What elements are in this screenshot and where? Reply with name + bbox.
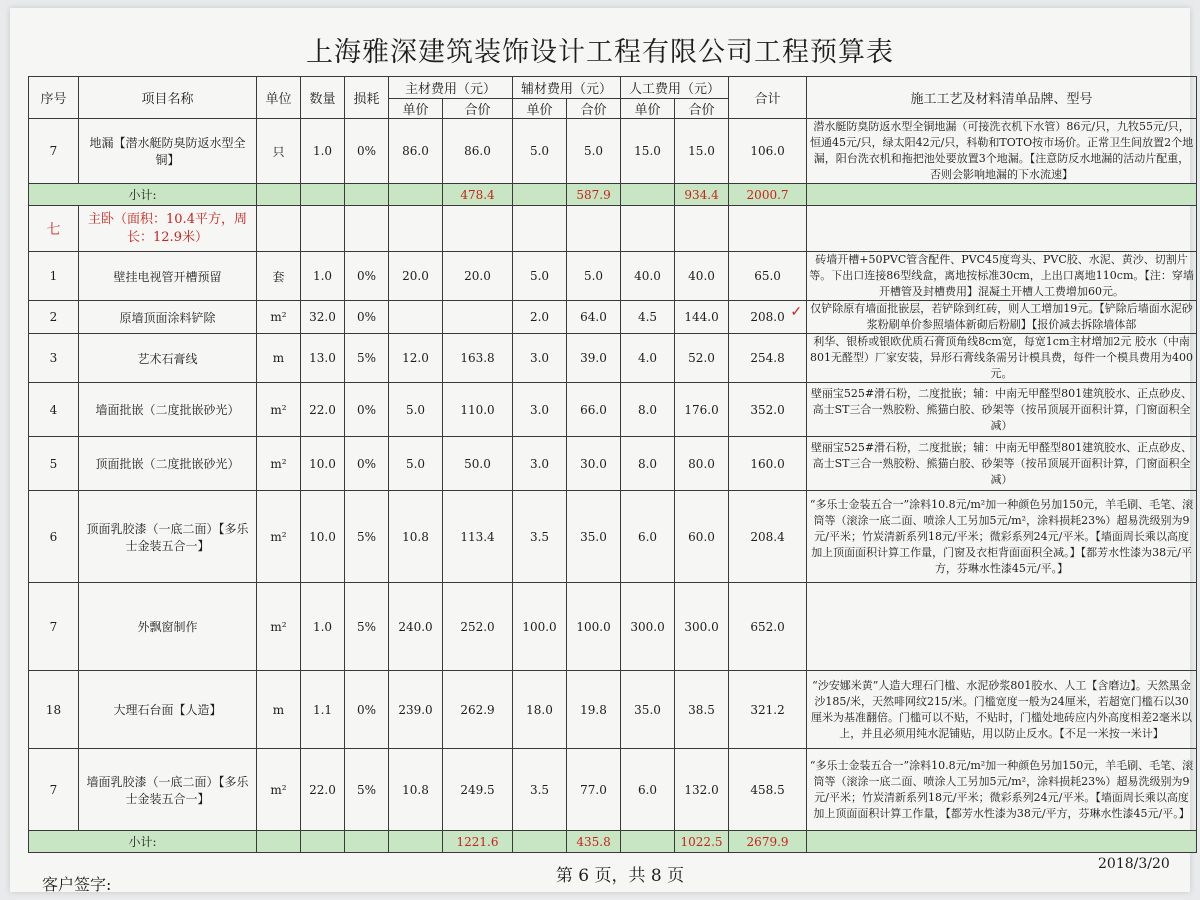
cell-main-price: 5.0 bbox=[389, 383, 443, 437]
subtotal-total: 2679.9 bbox=[729, 831, 807, 853]
cell-loss: 5% bbox=[345, 583, 389, 671]
cell-main-sum: 113.4 bbox=[443, 491, 513, 583]
cell-no: 3 bbox=[29, 334, 79, 383]
header-labor-sum: 合价 bbox=[675, 99, 729, 119]
cell-main-price: 20.0 bbox=[389, 252, 443, 301]
cell-main-price: 10.8 bbox=[389, 749, 443, 831]
checkmark-icon: ✓ bbox=[790, 304, 803, 320]
cell-name: 壁挂电视管开槽预留 bbox=[79, 252, 257, 301]
header-no: 序号 bbox=[29, 77, 79, 119]
table-row bbox=[29, 252, 1197, 301]
cell-name: 顶面乳胶漆（一底二面）【多乐士金装五合一】 bbox=[79, 491, 257, 583]
cell-total: 65.0 bbox=[729, 252, 807, 301]
section-number: 七 bbox=[29, 206, 79, 252]
table-row bbox=[29, 437, 1197, 491]
cell-unit: 只 bbox=[257, 119, 301, 184]
cell-notes: 潜水艇防臭防返水型全铜地漏（可接洗衣机下水管）86元/只，九牧55元/只，恒通45元/只，绿太阳42元/只，科勒和TOTO按市场价。正常卫生间放置2个地漏，阳台洗衣机和拖把池处要放置3个地漏。【注意防反水地漏的活动片配重，否则会影响地漏的下水流速】 bbox=[807, 119, 1197, 184]
subtotal-row bbox=[29, 831, 1197, 853]
document-date: 2018/3/20 bbox=[1098, 856, 1170, 872]
cell-main-sum: 86.0 bbox=[443, 119, 513, 184]
cell-loss: 0% bbox=[345, 119, 389, 184]
cell-main-sum: 50.0 bbox=[443, 437, 513, 491]
cell-qty: 13.0 bbox=[301, 334, 345, 383]
cell-aux-price: 2.0 bbox=[513, 301, 567, 334]
cell-qty: 1.0 bbox=[301, 119, 345, 184]
section-row bbox=[29, 206, 1197, 252]
subtotal-aux: 435.8 bbox=[567, 831, 621, 853]
cell-main-price bbox=[389, 301, 443, 334]
cell-unit: m bbox=[257, 671, 301, 749]
cell-labor-sum: 60.0 bbox=[675, 491, 729, 583]
cell-aux-sum: 66.0 bbox=[567, 383, 621, 437]
cell-aux-price: 3.0 bbox=[513, 334, 567, 383]
cell-notes: “沙安娜米黄”人造大理石门槛、水泥砂浆801胶水、人工【含磨边】。天然黑金沙185/米，天然啡网纹215/米。门槛宽度一般为24厘米，若超宽门槛石以30厘米为基准翻倍。门槛可以不贴，不贴时，门槛处地砖应内外高度相差2毫米以上，并且必须用纯水泥铺贴，用以防止反水。【不足一米按一米计】 bbox=[807, 671, 1197, 749]
cell-labor-sum: 300.0 bbox=[675, 583, 729, 671]
cell-aux-price: 5.0 bbox=[513, 252, 567, 301]
header-loss: 损耗 bbox=[345, 77, 389, 119]
cell-main-price: 5.0 bbox=[389, 437, 443, 491]
cell-total: 208.4 bbox=[729, 491, 807, 583]
header-main-unit-price: 单价 bbox=[389, 99, 443, 119]
cell-notes: “多乐士金装五合一”涂料10.8元/m²加一种颜色另加150元，羊毛刷、毛笔、滚筒等（滚涂一底二面、喷涂人工另加5元/m²，涂料损耗23%）超易洗级别为9元/平米；竹炭清新系列18元/平米；微彩系列24元/平米。【墙面周长乘以高度加上顶面面积计算工作量，【都芳水性漆为38元/平方，芬琳水性漆45元/平。】 bbox=[807, 749, 1197, 831]
cell-loss: 0% bbox=[345, 301, 389, 334]
subtotal-main: 478.4 bbox=[443, 184, 513, 206]
section-title: 主卧（面积：10.4平方，周长：12.9米） bbox=[79, 206, 257, 252]
cell-total-value: 208.0 bbox=[750, 310, 785, 324]
cell-aux-sum: 100.0 bbox=[567, 583, 621, 671]
cell-loss: 5% bbox=[345, 334, 389, 383]
cell-name: 原墙顶面涂料铲除 bbox=[79, 301, 257, 334]
cell-labor-price: 6.0 bbox=[621, 491, 675, 583]
cell-loss: 5% bbox=[345, 749, 389, 831]
cell-labor-sum: 132.0 bbox=[675, 749, 729, 831]
header-total: 合计 bbox=[729, 77, 807, 119]
cell-no: 7 bbox=[29, 583, 79, 671]
budget-table bbox=[28, 76, 1197, 853]
cell-name: 墙面批嵌（二度批嵌砂光） bbox=[79, 383, 257, 437]
cell-no: 18 bbox=[29, 671, 79, 749]
header-notes: 施工工艺及材料清单品牌、型号 bbox=[807, 77, 1197, 119]
cell-total: 254.8 bbox=[729, 334, 807, 383]
cell-labor-price: 15.0 bbox=[621, 119, 675, 184]
cell-no: 6 bbox=[29, 491, 79, 583]
table-row bbox=[29, 583, 1197, 671]
cell-labor-price: 4.0 bbox=[621, 334, 675, 383]
cell-main-price: 240.0 bbox=[389, 583, 443, 671]
table-row bbox=[29, 749, 1197, 831]
header-aux: 辅材费用（元） bbox=[513, 77, 621, 99]
table-row bbox=[29, 383, 1197, 437]
cell-labor-sum: 15.0 bbox=[675, 119, 729, 184]
cell-main-price: 12.0 bbox=[389, 334, 443, 383]
document-title: 上海雅深建筑装饰设计工程有限公司工程预算表 bbox=[306, 37, 894, 68]
cell-labor-sum: 80.0 bbox=[675, 437, 729, 491]
cell-labor-price: 40.0 bbox=[621, 252, 675, 301]
header-row-1 bbox=[29, 77, 1197, 99]
table-row bbox=[29, 334, 1197, 383]
cell-labor-price: 8.0 bbox=[621, 383, 675, 437]
cell-aux-price: 3.5 bbox=[513, 491, 567, 583]
cell-main-price: 239.0 bbox=[389, 671, 443, 749]
subtotal-label: 小计: bbox=[29, 184, 257, 206]
cell-unit: m² bbox=[257, 491, 301, 583]
page-indicator: 第 6 页，共 8 页 bbox=[555, 866, 685, 886]
cell-qty: 10.0 bbox=[301, 437, 345, 491]
subtotal-labor: 934.4 bbox=[675, 184, 729, 206]
cell-unit: m² bbox=[257, 301, 301, 334]
cell-unit: m bbox=[257, 334, 301, 383]
cell-aux-sum: 35.0 bbox=[567, 491, 621, 583]
cell-total: 106.0 bbox=[729, 119, 807, 184]
cell-unit: m² bbox=[257, 437, 301, 491]
subtotal-label: 小计: bbox=[29, 831, 257, 853]
cell-aux-price: 5.0 bbox=[513, 119, 567, 184]
table-row bbox=[29, 301, 1197, 334]
cell-unit: 套 bbox=[257, 252, 301, 301]
cell-name: 地漏【潜水艇防臭防返水型全铜】 bbox=[79, 119, 257, 184]
cell-unit: m² bbox=[257, 583, 301, 671]
cell-loss: 0% bbox=[345, 437, 389, 491]
subtotal-total: 2000.7 bbox=[729, 184, 807, 206]
subtotal-row bbox=[29, 184, 1197, 206]
cell-labor-sum: 38.5 bbox=[675, 671, 729, 749]
table-row bbox=[29, 491, 1197, 583]
cell-main-sum: 262.9 bbox=[443, 671, 513, 749]
cell-aux-sum: 30.0 bbox=[567, 437, 621, 491]
customer-signature-label: 客户签字: bbox=[42, 875, 112, 894]
header-labor: 人工费用（元） bbox=[621, 77, 729, 99]
header-qty: 数量 bbox=[301, 77, 345, 119]
cell-notes: 壁丽宝525#滑石粉，二度批嵌；辅：中南无甲醛型801建筑胶水、正点砂皮、高士ST三合一熟胶粉、熊猫白胶、砂架等（按吊顶展开面积计算，门窗面积全减） bbox=[807, 437, 1197, 491]
subtotal-main: 1221.6 bbox=[443, 831, 513, 853]
cell-notes: 壁丽宝525#滑石粉，二度批嵌；辅：中南无甲醛型801建筑胶水、正点砂皮、高士ST三合一熟胶粉、熊猫白胶、砂架等（按吊顶展开面积计算，门窗面积全减） bbox=[807, 383, 1197, 437]
cell-aux-sum: 64.0 bbox=[567, 301, 621, 334]
table-row bbox=[29, 671, 1197, 749]
cell-total: 160.0 bbox=[729, 437, 807, 491]
header-name: 项目名称 bbox=[79, 77, 257, 119]
cell-labor-sum: 144.0 bbox=[675, 301, 729, 334]
cell-main-price: 10.8 bbox=[389, 491, 443, 583]
cell-labor-sum: 40.0 bbox=[675, 252, 729, 301]
cell-no: 7 bbox=[29, 119, 79, 184]
cell-aux-price: 3.5 bbox=[513, 749, 567, 831]
cell-labor-price: 300.0 bbox=[621, 583, 675, 671]
cell-aux-price: 100.0 bbox=[513, 583, 567, 671]
cell-notes: 砖墙开槽+50PVC管含配件、PVC45度弯头、PVC胶、水泥、黄沙、切割片等。下出口连接86型线盒，离地按标准30cm，上出口离地110cm。【注：穿墙开槽管及封槽费用】混凝土开槽人工费增加60元。 bbox=[807, 252, 1197, 301]
cell-qty: 1.1 bbox=[301, 671, 345, 749]
cell-labor-sum: 176.0 bbox=[675, 383, 729, 437]
cell-main-sum: 163.8 bbox=[443, 334, 513, 383]
cell-main-sum: 20.0 bbox=[443, 252, 513, 301]
cell-labor-price: 8.0 bbox=[621, 437, 675, 491]
cell-name: 艺术石膏线 bbox=[79, 334, 257, 383]
subtotal-labor: 1022.5 bbox=[675, 831, 729, 853]
cell-aux-price: 3.0 bbox=[513, 383, 567, 437]
cell-qty: 32.0 bbox=[301, 301, 345, 334]
cell-loss: 0% bbox=[345, 383, 389, 437]
cell-labor-price: 35.0 bbox=[621, 671, 675, 749]
cell-total: 652.0 bbox=[729, 583, 807, 671]
cell-main-sum: 252.0 bbox=[443, 583, 513, 671]
cell-labor-price: 6.0 bbox=[621, 749, 675, 831]
cell-notes: “多乐士金装五合一”涂料10.8元/m²加一种颜色另加150元，羊毛刷、毛笔、滚筒等（滚涂一底二面、喷涂人工另加5元/m²，涂料损耗23%）超易洗级别为9元/平米；竹炭清新系列18元/平米；微彩系列24元/平米。【墙面周长乘以高度加上顶面面积计算工作量，门窗及衣柜背面面积全减。】【都芳水性漆为38元/平方，芬琳水性漆45元/平。】 bbox=[807, 491, 1197, 583]
cell-main-sum: 110.0 bbox=[443, 383, 513, 437]
cell-labor-sum: 52.0 bbox=[675, 334, 729, 383]
cell-aux-price: 18.0 bbox=[513, 671, 567, 749]
cell-total: 458.5 bbox=[729, 749, 807, 831]
cell-labor-price: 4.5 bbox=[621, 301, 675, 334]
cell-name: 墙面乳胶漆（一底二面）【多乐士金装五合一】 bbox=[79, 749, 257, 831]
cell-qty: 22.0 bbox=[301, 383, 345, 437]
cell-no: 5 bbox=[29, 437, 79, 491]
cell-aux-sum: 5.0 bbox=[567, 252, 621, 301]
header-main: 主材费用（元） bbox=[389, 77, 513, 99]
cell-no: 7 bbox=[29, 749, 79, 831]
header-aux-sum: 合价 bbox=[567, 99, 621, 119]
cell-unit: m² bbox=[257, 749, 301, 831]
cell-notes bbox=[807, 583, 1197, 671]
cell-qty: 1.0 bbox=[301, 252, 345, 301]
cell-qty: 22.0 bbox=[301, 749, 345, 831]
cell-no: 4 bbox=[29, 383, 79, 437]
header-aux-unit-price: 单价 bbox=[513, 99, 567, 119]
cell-unit: m² bbox=[257, 383, 301, 437]
cell-no: 1 bbox=[29, 252, 79, 301]
cell-aux-sum: 19.8 bbox=[567, 671, 621, 749]
cell-total: 352.0 bbox=[729, 383, 807, 437]
header-main-sum: 合价 bbox=[443, 99, 513, 119]
cell-aux-sum: 77.0 bbox=[567, 749, 621, 831]
cell-aux-sum: 5.0 bbox=[567, 119, 621, 184]
cell-total bbox=[729, 301, 807, 334]
cell-aux-price: 3.0 bbox=[513, 437, 567, 491]
cell-name: 外飘窗制作 bbox=[79, 583, 257, 671]
cell-notes: 仅铲除原有墙面批嵌层，若铲除到红砖，则人工增加19元。【铲除后墙面水泥砂浆粉刷单价参照墙体新砌后粉刷】【报价减去拆除墙体部 bbox=[807, 301, 1197, 334]
cell-main-sum bbox=[443, 301, 513, 334]
cell-main-sum: 249.5 bbox=[443, 749, 513, 831]
cell-loss: 0% bbox=[345, 252, 389, 301]
cell-loss: 0% bbox=[345, 671, 389, 749]
cell-loss: 5% bbox=[345, 491, 389, 583]
cell-qty: 10.0 bbox=[301, 491, 345, 583]
cell-main-price: 86.0 bbox=[389, 119, 443, 184]
header-labor-unit-price: 单价 bbox=[621, 99, 675, 119]
header-unit: 单位 bbox=[257, 77, 301, 119]
cell-total: 321.2 bbox=[729, 671, 807, 749]
cell-notes: 利华、银桥或银欧优质石膏顶角线8cm宽，每宽1cm主材增加2元 胶水（中南801无醛型）厂家安装，异形石膏线条需另计模具费，每件一个模具费用为400元。 bbox=[807, 334, 1197, 383]
table-row bbox=[29, 119, 1197, 184]
cell-qty: 1.0 bbox=[301, 583, 345, 671]
cell-name: 顶面批嵌（二度批嵌砂光） bbox=[79, 437, 257, 491]
cell-name: 大理石台面【人造】 bbox=[79, 671, 257, 749]
subtotal-aux: 587.9 bbox=[567, 184, 621, 206]
cell-aux-sum: 39.0 bbox=[567, 334, 621, 383]
cell-no: 2 bbox=[29, 301, 79, 334]
